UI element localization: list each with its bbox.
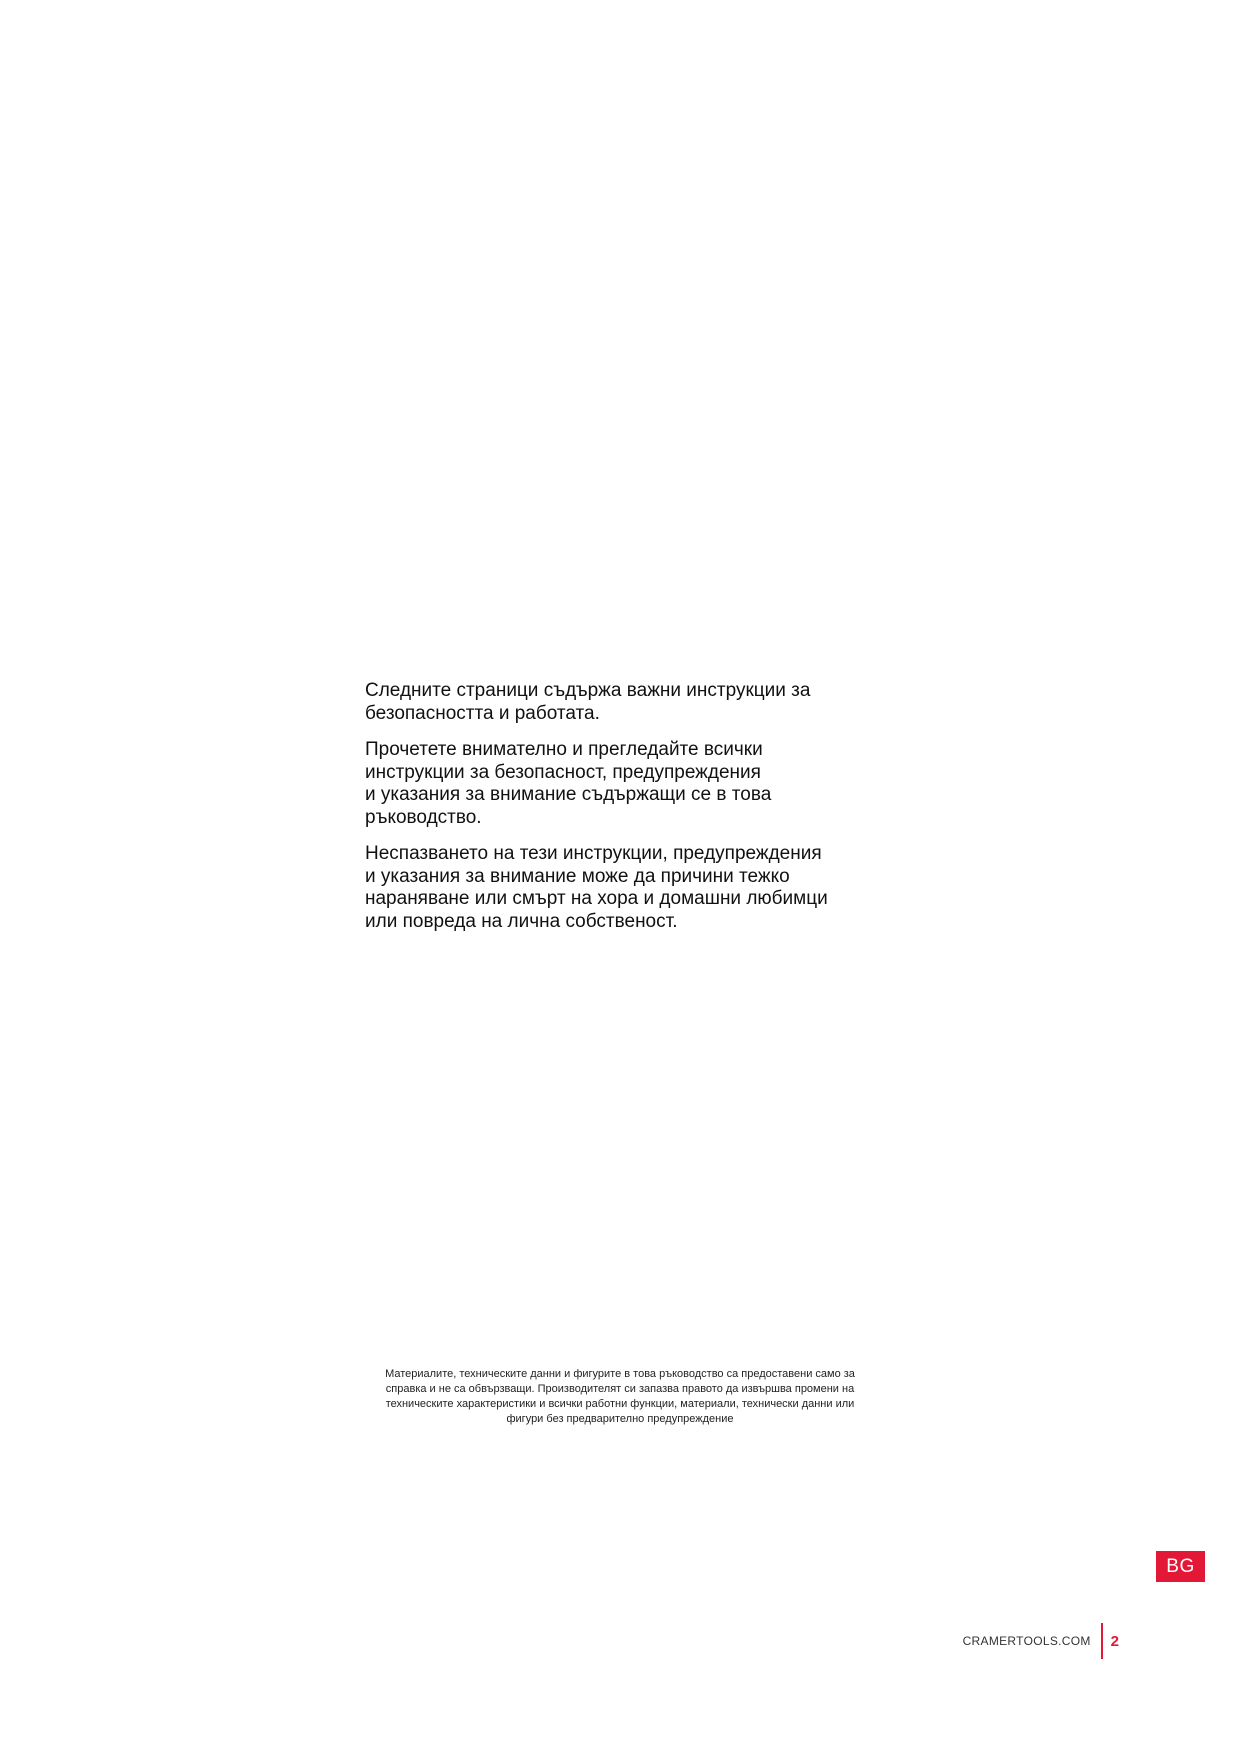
website-label: CRAMERTOOLS.COM [962,1634,1091,1648]
page-number: 2 [1110,1632,1119,1650]
disclaimer-text: Материалите, техническите данни и фигурите в това ръководство са предоставени само за справка и не са обвързващи. Производителят си запазва правото да извършва промени на техническите характеристики и всички работни функции, материали, технически данни или фигури без предварително предупреждение [385,1368,855,1425]
intro-paragraph-3: Неспазването на тези инструкции, предупреждения и указания за внимание може да причини тежко нараняване или смърт на хора и домашни любимци или повреда на лична собственост. [365,843,828,932]
footer-divider [1101,1623,1103,1659]
language-badge: BG [1156,1551,1205,1582]
intro-paragraph-2: Прочетете внимателно и прегледайте всички инструкции за безопасност, предупреждения и указания за внимание съдържащи се в това ръководство. [365,739,772,828]
page-footer [963,1623,1119,1659]
intro-text-block [365,680,885,947]
intro-paragraph-1: Следните страници съдържа важни инструкции за безопасността и работата. [365,680,811,724]
